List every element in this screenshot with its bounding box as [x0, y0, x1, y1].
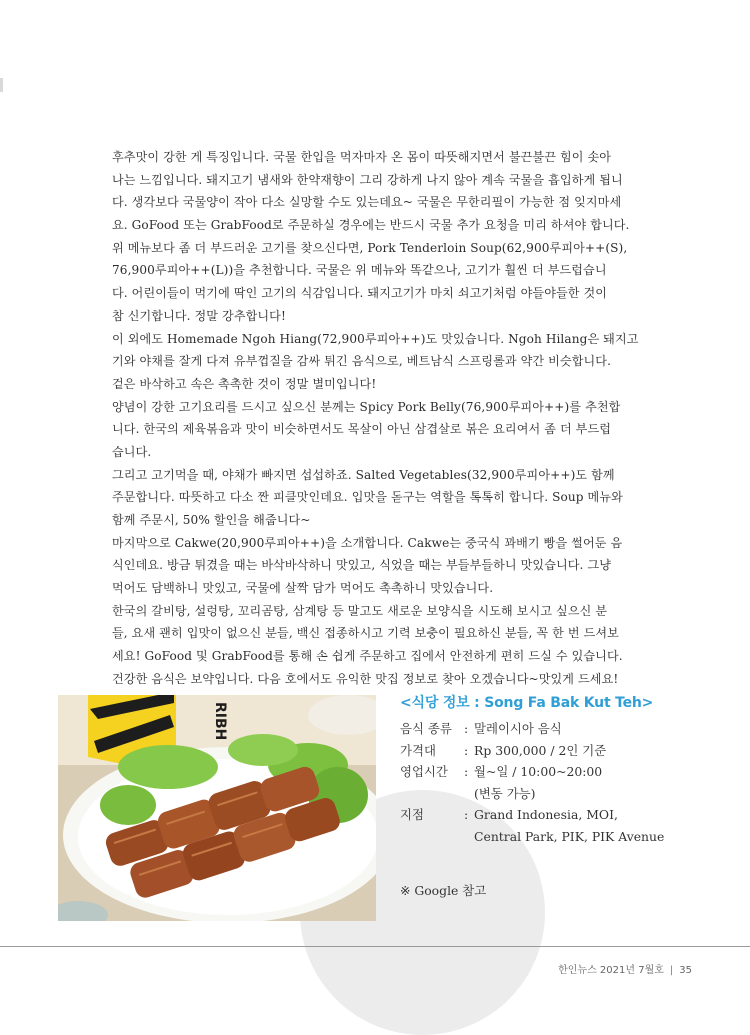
restaurant-info-box [400, 692, 700, 899]
article-line: 식인데요. 방금 튀겼을 때는 바삭바삭하니 맛있고, 식었을 때는 부들부들하니 맛있습니다. 그냥 [112, 558, 612, 573]
info-row-cuisine [400, 718, 700, 740]
article-line: 세요! GoFood 및 GrabFood를 통해 손 쉽게 주문하고 집에서 안전하게 편히 드실 수 있습니다. [112, 649, 623, 664]
info-label: 음식 종류 [400, 721, 452, 736]
edge-mark [0, 78, 3, 92]
page-footer [558, 961, 692, 976]
info-label: 가격대 [400, 742, 436, 758]
article-body [112, 146, 698, 691]
info-row-hours [400, 761, 700, 783]
info-value: Grand Indonesia, MOI, [474, 807, 618, 822]
article-line: 다. 어린이들이 먹기에 딱인 고기의 식감입니다. 돼지고기가 마치 쇠고기처럼 야들야들한 것이 [112, 286, 608, 301]
article-line: 들, 요새 괜히 입맛이 없으신 분들, 백신 접종하시고 기력 보충이 필요하신 분들, 꼭 한 번 드셔보 [112, 626, 619, 641]
article-line: 요. GoFood 또는 GrabFood로 주문하실 경우에는 반드시 국물 추가 요청을 미리 하셔야 합니다. [112, 218, 630, 233]
info-row-branches [400, 804, 700, 826]
article-line: 겉은 바삭하고 속은 촉촉한 것이 정말 별미입니다! [112, 376, 377, 391]
article-line: 니다. 한국의 제육볶음과 맛이 비슷하면서도 목살이 아닌 삼겹살로 볶은 요리여서 좀 더 부드럽 [112, 422, 612, 437]
info-label [400, 826, 464, 848]
article-line: 위 메뉴보다 좀 더 부드러운 고기를 찾으신다면, Pork Tenderloin Soup(62,900루피아++(S), [112, 240, 628, 255]
info-value: Central Park, PIK, PIK Avenue [474, 828, 665, 844]
info-value: 말레이시아 음식 [474, 721, 562, 736]
info-row-price [400, 740, 700, 762]
article-line: 한국의 갈비탕, 설렁탕, 꼬리곰탕, 삼계탕 등 말고도 새로운 보양식을 시도해 보시고 싶으신 분 [112, 603, 608, 618]
info-row-hours-note [400, 783, 700, 805]
article-line: 이 외에도 Homemade Ngoh Hiang(72,900루피아++)도 맛있습니다. Ngoh Hilang은 돼지고 [112, 331, 639, 346]
bottom-divider [0, 946, 750, 947]
info-separator [464, 826, 474, 848]
info-value: (변동 가능) [474, 785, 536, 801]
article-line: 그리고 고기먹을 때, 야채가 빠지면 섭섭하죠. Salted Vegetables(32,900루피아++)도 함께 [112, 467, 615, 482]
page-number: 35 [679, 965, 692, 976]
info-separator: : [464, 764, 469, 779]
info-value: 월~일 / 10:00~20:00 [474, 764, 603, 779]
article-line: 참 신기합니다. 정말 강추합니다! [112, 308, 286, 323]
sign-text: RIBH [212, 702, 228, 741]
info-label: 지점 [400, 807, 424, 822]
info-separator [464, 783, 474, 805]
info-separator: : [464, 807, 469, 822]
publication-name: 한인뉴스 2021년 7월호 [558, 965, 664, 976]
info-separator: : [464, 742, 469, 758]
article-line: 건강한 음식은 보약입니다. 다음 호에서도 유익한 맛집 정보로 찾아 오겠습니다~맛있게 드세요! [112, 671, 619, 686]
article-line: 후추맛이 강한 게 특징입니다. 국물 한입을 먹자마자 온 몸이 따뜻해지면서 불끈불끈 힘이 솟아 [112, 150, 612, 164]
info-separator: : [464, 721, 469, 736]
article-line: 다. 생각보다 국물양이 작아 다소 실망할 수도 있는데요~ 국물은 무한리필이 가능한 점 잊지마세 [112, 195, 622, 210]
info-row-branches-cont [400, 826, 700, 848]
article-line: 나는 느낌입니다. 돼지고기 냄새와 한약재향이 그리 강하게 나지 않아 계속 국물을 흡입하게 됩니 [112, 172, 623, 187]
article-line: 76,900루피아++(L))을 추천합니다. 국물은 위 메뉴와 똑같으나, 고기가 훨씬 더 부드럽습니 [112, 263, 607, 278]
article-line: 양념이 강한 고기요리를 드시고 싶으신 분께는 Spicy Pork Belly(76,900루피아++)를 추천합 [112, 399, 621, 414]
article-line: 먹어도 담백하니 맛있고, 국물에 살짝 담가 먹어도 촉촉하니 맛있습니다. [112, 581, 494, 596]
footer-separator: | [669, 965, 674, 976]
article-line: 습니다. [112, 444, 152, 459]
info-label: 영업시간 [400, 764, 448, 779]
info-label [400, 783, 464, 805]
article-line: 함께 주문시, 50% 할인을 해줍니다~ [112, 513, 311, 527]
info-value: Rp 300,000 / 2인 기준 [474, 742, 607, 758]
cakwe-plate-illustration [58, 695, 376, 921]
restaurant-info-title: <식당 정보 : Song Fa Bak Kut Teh> [400, 695, 654, 711]
article-line: 기와 야채를 잘게 다져 유부껍질을 감싸 튀긴 음식으로, 베트남식 스프링롤과 약간 비슷합니다. [112, 354, 612, 369]
food-photo [58, 695, 376, 921]
article-line: 주문합니다. 따뜻하고 다소 짠 피클맛인데요. 입맛을 돋구는 역할을 톡톡히 합니다. Soup 메뉴와 [112, 490, 623, 505]
source-note: ※ Google 참고 [400, 883, 487, 898]
article-line: 마지막으로 Cakwe(20,900루피아++)을 소개합니다. Cakwe는 중국식 꽈배기 빵을 썰어둔 음 [112, 535, 623, 550]
